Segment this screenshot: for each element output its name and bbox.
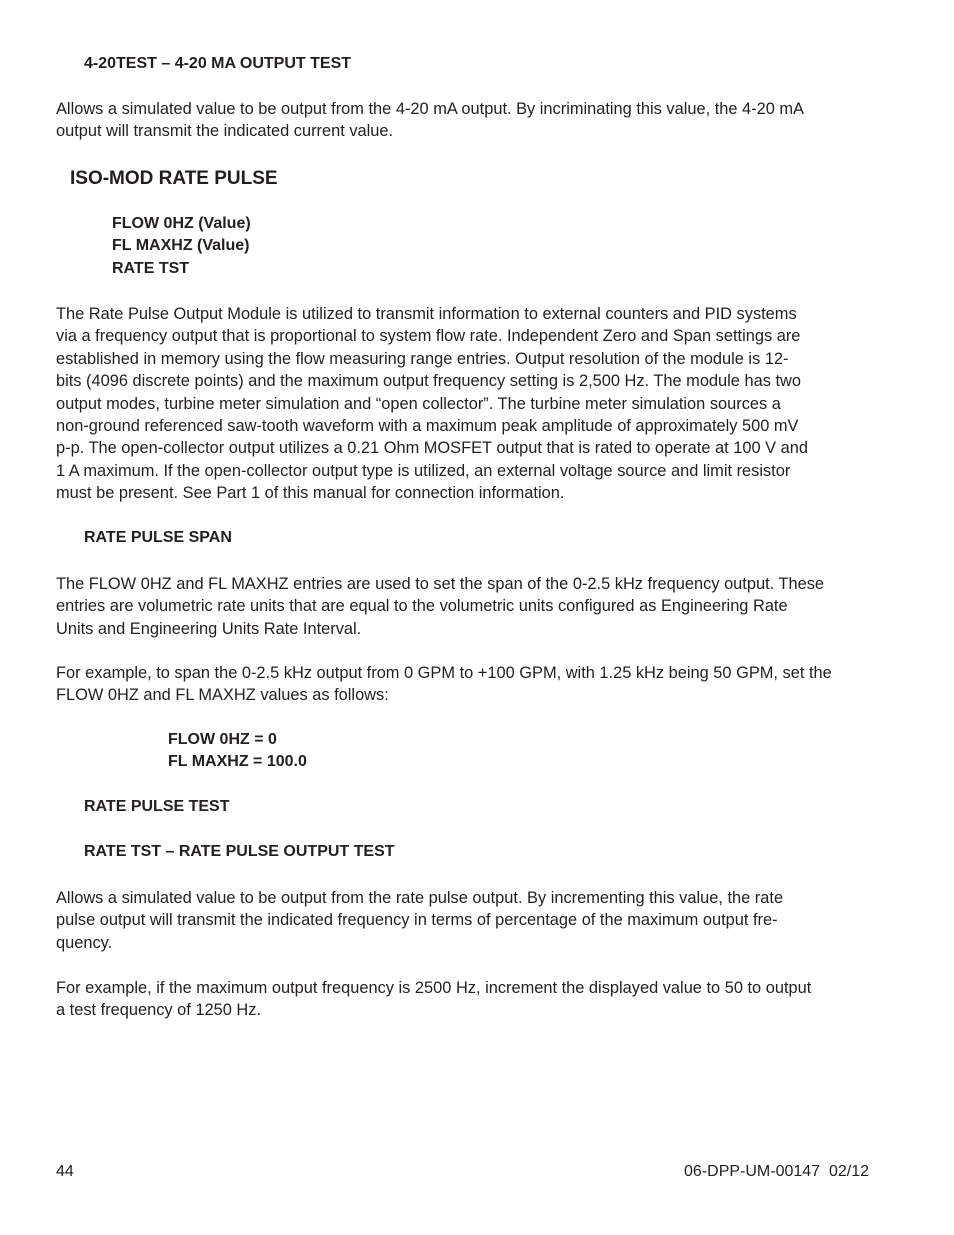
menu-item-fl-maxhz: FL MAXHZ (Value) <box>112 237 250 255</box>
menu-item-rate-tst: RATE TST <box>112 259 190 277</box>
example-fl-maxhz: FL MAXHZ = 100.0 <box>168 753 307 771</box>
example-values <box>168 729 307 774</box>
paragraph-rate-tst: Allows a simulated value to be output from the rate pulse output. By incrementing this value, the rate pulse output will transmit the indicated frequency in terms of percentage of the maximum output fre- quency. <box>56 889 784 952</box>
paragraph-rate-pulse-module: The Rate Pulse Output Module is utilized to transmit information to external counters and PID systems via a frequency output that is proportional to system flow rate. Independent Zero and Span settings are established in memory using the flow measuring range entries. Output resolution of the module is 12- bits (4096 discrete points) and the maximum output frequency setting is 2,500 Hz. The module has two output modes, turbine meter simulation and “open collector”. The turbine meter simulation sources a non-ground referenced saw-tooth waveform with a maximum peak amplitude of approximately 500 mV p-p. The open-collector output utilizes a 0.21 Ohm MOSFET output that is rated to operate at 100 V and 1 A maximum. If the open-collector output type is utilized, an external voltage source and limit resistor must be present. See Part 1 of this manual for connection information. <box>56 305 808 503</box>
heading-rate-pulse-test: RATE PULSE TEST <box>84 798 230 815</box>
document-id: 06-DPP-UM-00147 02/12 <box>684 1163 869 1180</box>
heading-4-20-test: 4-20TEST – 4-20 MA OUTPUT TEST <box>84 55 352 72</box>
menu-item-flow-0hz: FLOW 0HZ (Value) <box>112 215 251 232</box>
heading-rate-tst: RATE TST – RATE PULSE OUTPUT TEST <box>84 843 395 860</box>
page-number: 44 <box>56 1163 74 1180</box>
paragraph-span-example: For example, to span the 0-2.5 kHz output from 0 GPM to +100 GPM, with 1.25 kHz being 50 GPM, set the FLOW 0HZ and FL MAXHZ values as follows: <box>56 664 832 705</box>
menu-item-list <box>112 213 251 280</box>
heading-rate-pulse-span: RATE PULSE SPAN <box>84 529 232 546</box>
paragraph-4-20-test: Allows a simulated value to be output from the 4-20 mA output. By incriminating this value, the 4-20 mA output will transmit the indicated current value. <box>56 100 804 141</box>
example-flow-0hz: FLOW 0HZ = 0 <box>168 731 277 748</box>
heading-iso-mod-rate-pulse: ISO-MOD RATE PULSE <box>70 168 278 189</box>
paragraph-rate-tst-example: For example, if the maximum output frequency is 2500 Hz, increment the displayed value to 50 to output a test frequency of 1250 Hz. <box>56 979 812 1020</box>
paragraph-span-description: The FLOW 0HZ and FL MAXHZ entries are used to set the span of the 0-2.5 kHz frequency output. These entries are volumetric rate units that are equal to the volumetric units configured as Engineering Rate Units and Engineering Units Rate Interval. <box>56 575 825 638</box>
